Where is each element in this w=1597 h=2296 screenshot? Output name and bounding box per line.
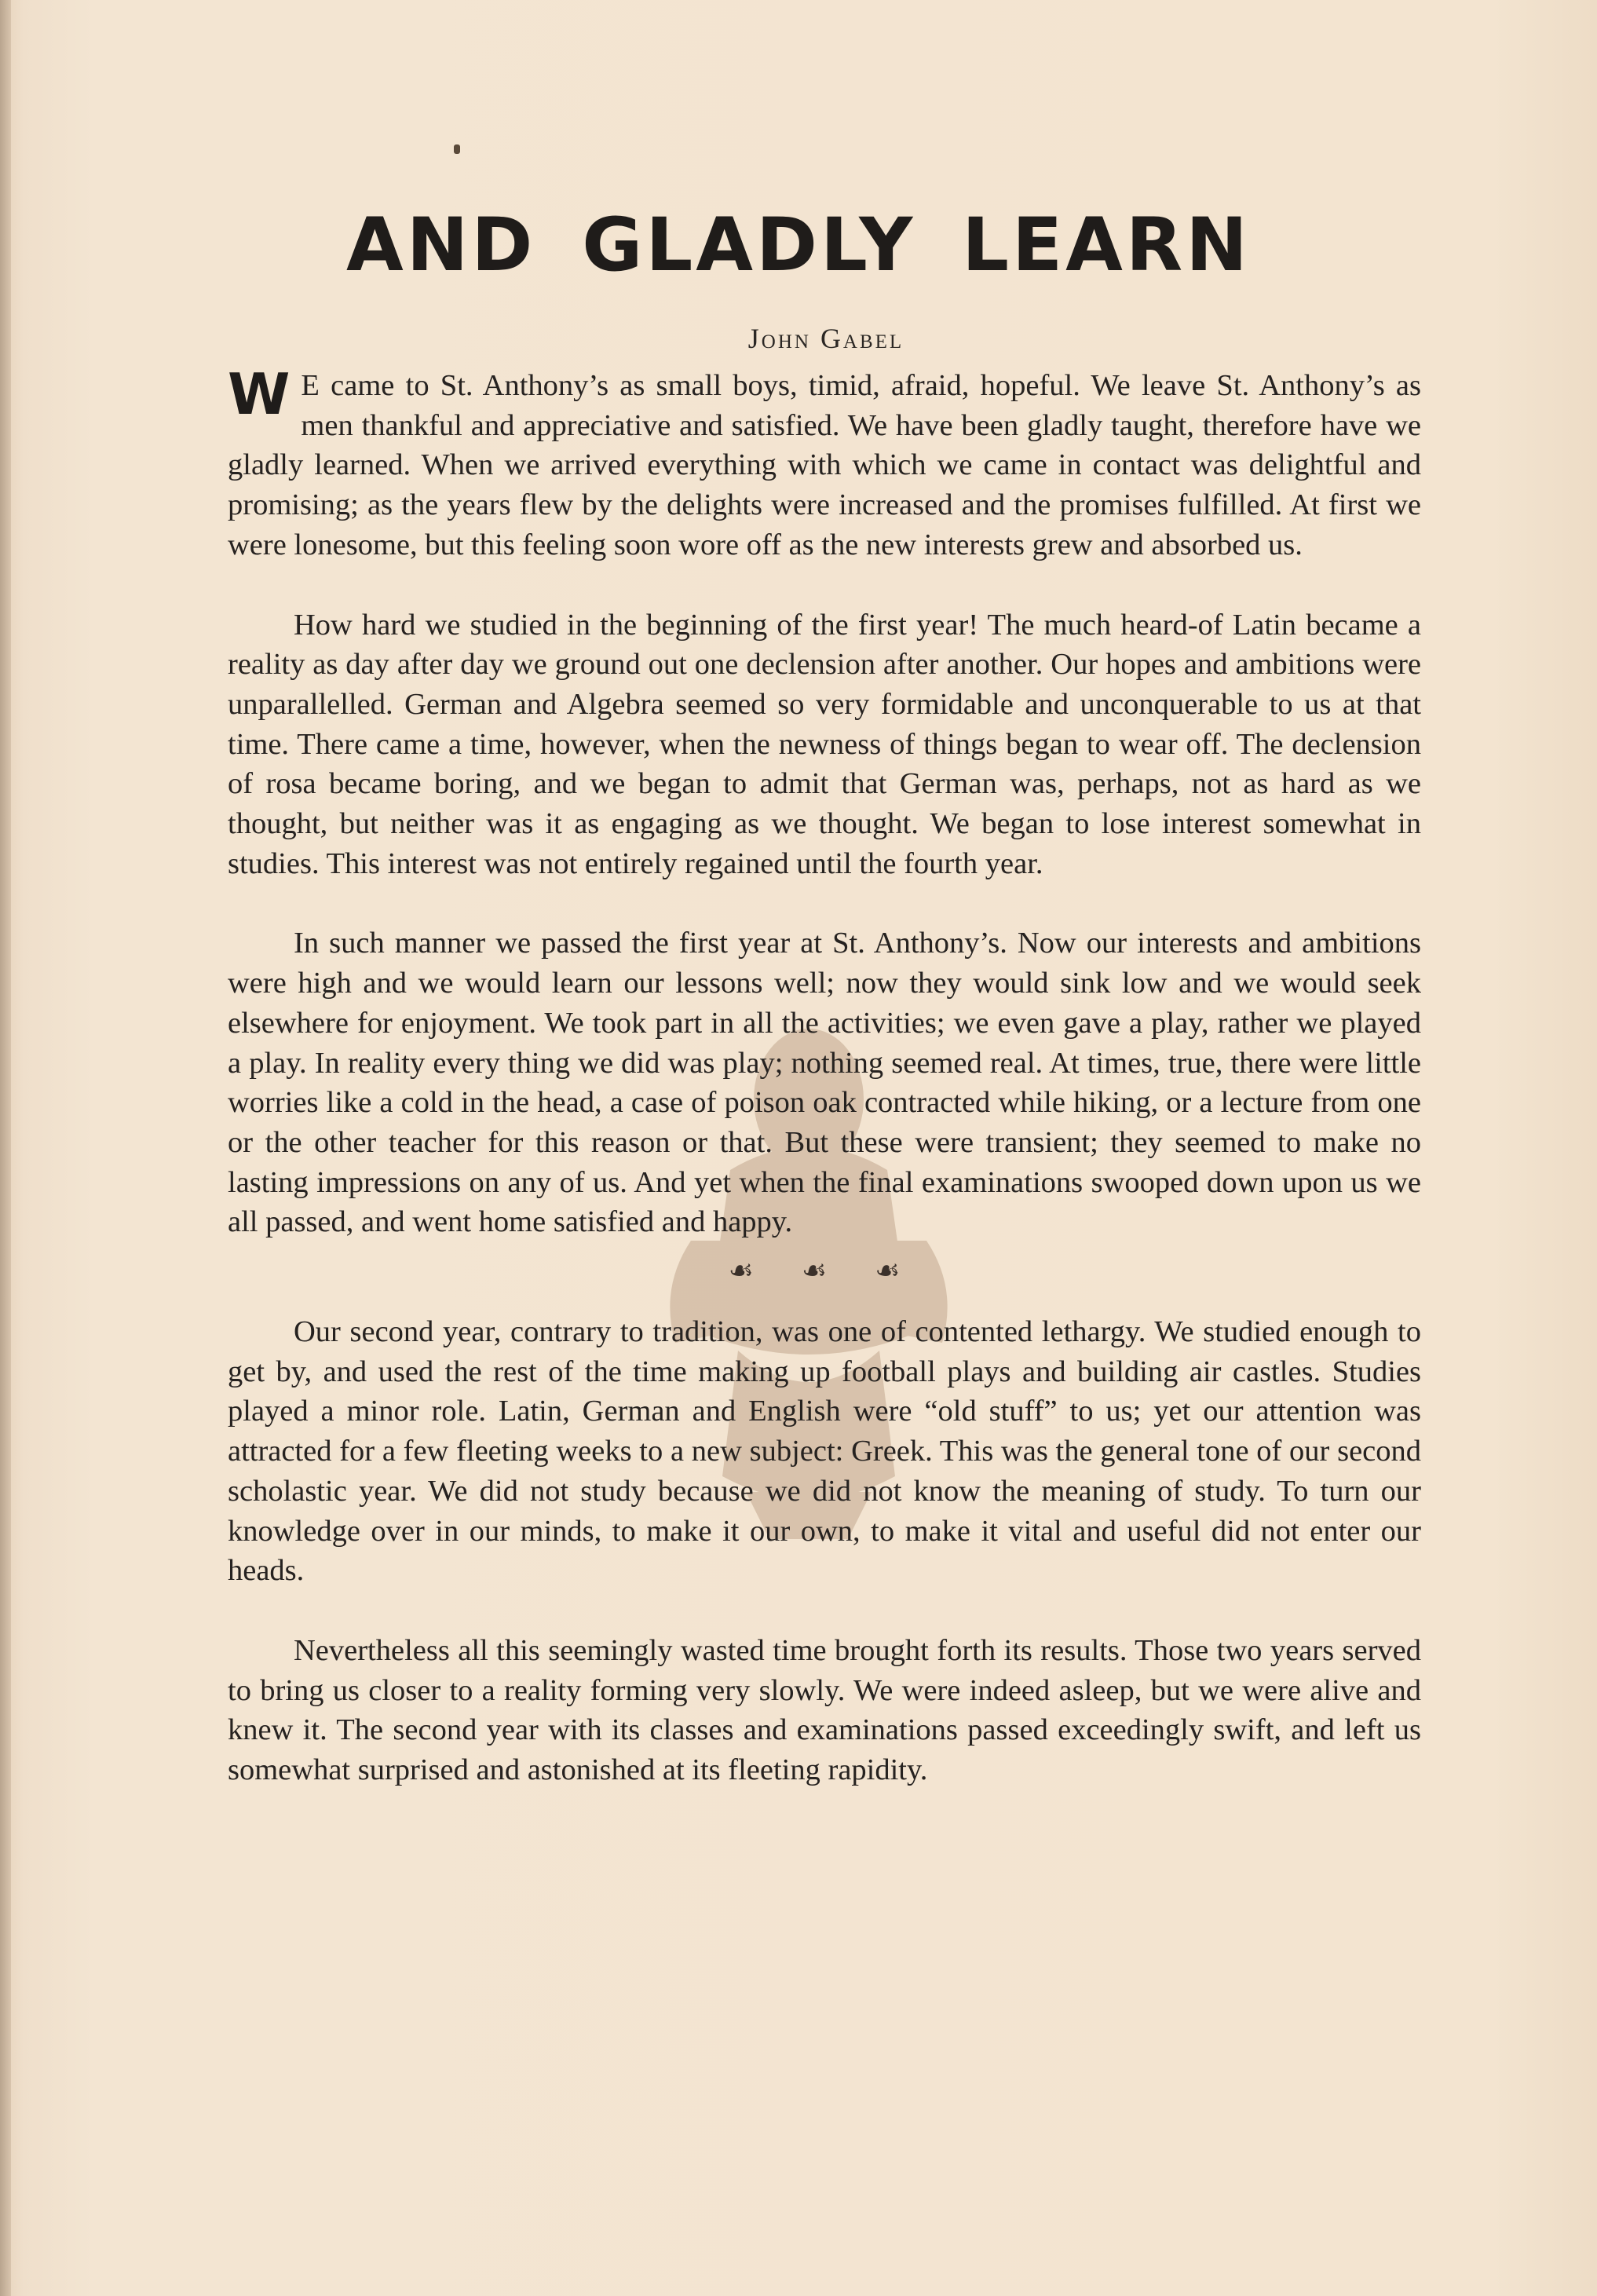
paragraph: Our second year, contrary to tradition, was one of contented lethargy. We studied enough to get by, and used the rest of the time making up football plays and building air castles. Studies played a minor role. Latin, German and English were “old stuff” to us; yet our attention was attracted for a few fleeting weeks to a new subject: Greek. This was the general tone of our second scholastic year. We did not study because we did not know the meaning of study. To turn our knowledge over in our minds, to make it our own, to make it vital and useful did not enter our heads. — [228, 1315, 1421, 1588]
paragraph: In such manner we passed the first year at St. Anthony’s. Now our interests and ambitions were high and we would learn our lessons well; now they would sink low and we would seek elsewhere for enjoyment. We took part in all the activities; we even gave a play, rather we played a play. In reality every thing we did was play; nothing seemed real. At times, true, there were little worries like a cold in the head, a case of poison oak contracted while hiking, or a lecture from one or the other teacher for this reason or that. But these were transient; they seemed to make no lasting impressions on any of us. And yet when the final examinations swooped down upon us we all passed, and went home satisfied and happy. — [228, 927, 1421, 1239]
paragraph-text: E came to St. Anthony’s as small boys, timid, afraid, hopeful. We leave St. Anthony’s as men thankful and appreciative and satisfied. We have been gladly taught, therefore have we gladly learned. When we arrived everything with which we came in contact was delightful and promising; as the years flew by the delights were increased and the promises fulfilled. At first we were lonesome, but this feeling soon wore off as the new interests grew and absorbed us. — [228, 369, 1421, 561]
section-ornament: ☙ ☙ ☙ — [728, 1255, 921, 1287]
paragraph: Nevertheless all this seemingly wasted time brought forth its results. Those two years served to bring us closer to a reality forming very slowly. We were indeed asleep, but we were alive and knew it. The second year with its classes and examinations passed exceedingly swift, and left us somewhat surprised and astonished at its fleeting rapidity. — [228, 1633, 1421, 1787]
paragraph: How hard we studied in the beginning of the first year! The much heard-of Latin became a reality as day after day we ground out one declension after another. Our hopes and ambitions were unparallelled. German and Algebra seemed so very formidable and unconquerable to us at that time. There came a time, however, when the newness of things began to wear off. The declension of rosa became boring, and we began to admit that German was, perhaps, not as hard as we thought, but neither was it as engaging as we thought. We began to lose interest somewhat in studies. This interest was not entirely regained until the fourth year. — [228, 608, 1421, 880]
paragraph — [228, 361, 1421, 565]
drop-cap: W — [228, 361, 291, 427]
article-body — [228, 361, 1421, 1830]
article-title: AND GLADLY LEARN — [346, 203, 1251, 288]
article-author: John Gabel — [747, 323, 904, 354]
ink-speck — [454, 144, 460, 154]
